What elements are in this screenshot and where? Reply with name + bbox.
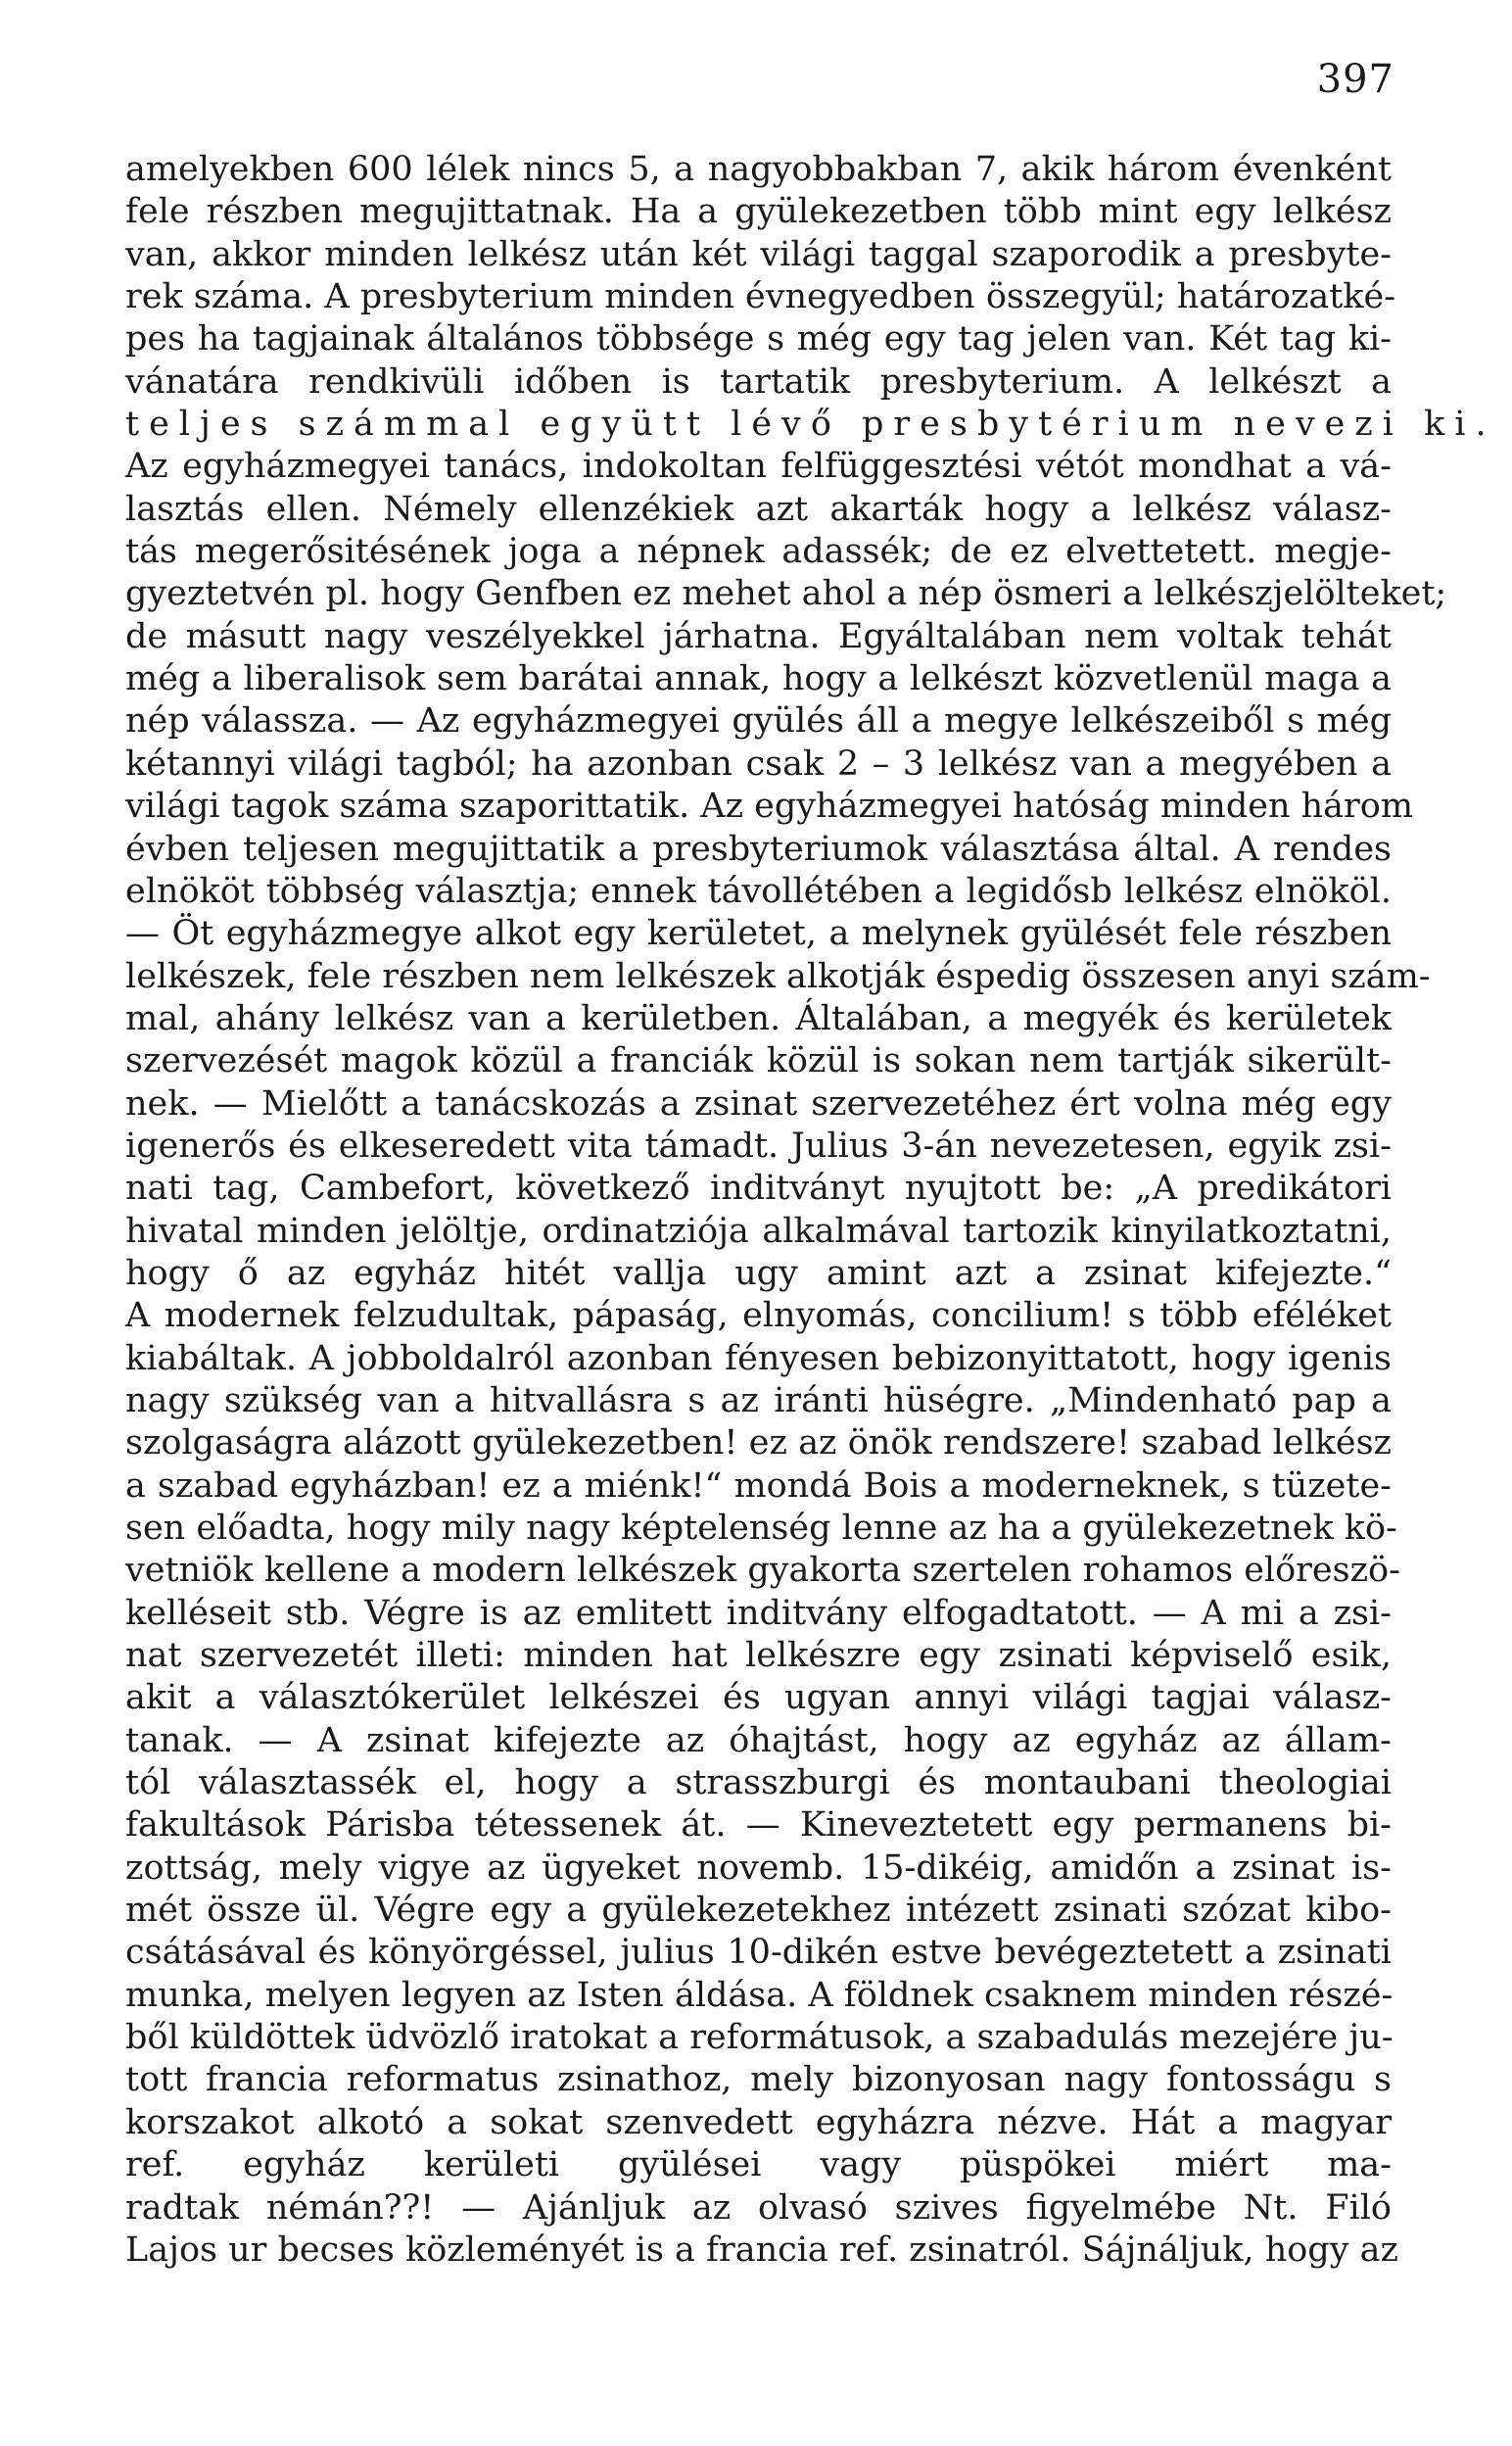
text-line: A modernek felzudultak, pápaság, elnyomás, concilium! s több eféléket xyxy=(125,1296,1392,1336)
text-line: pes ha tagjainak általános többsége s még egy tag jelen van. Két tag ki- xyxy=(125,319,1392,360)
text-line: fele részben megujittatnak. Ha a gyülekezetben több mint egy lelkész xyxy=(125,192,1392,232)
text-line: nati tag, Cambefort, következő inditványt nyujtott be: „A predikátori xyxy=(125,1169,1392,1209)
text-line: vánatára rendkivüli időben is tartatik presbyterium. A lelkészt a xyxy=(125,361,1392,402)
text-line: zottság, mely vigye az ügyeket novemb. 15-dikéig, amidőn a zsinat is- xyxy=(125,1847,1392,1888)
text-line: fakultások Párisba tétessenek át. — Kineveztetett egy permanens bi- xyxy=(125,1805,1392,1846)
text-line: de másutt nagy veszélyekkel járhatna. Egyáltalában nem voltak tehát xyxy=(125,616,1392,656)
text-line: nép válassza. — Az egyházmegyei gyülés áll a megye lelkészeiből s még xyxy=(125,701,1392,742)
text-line: sen előadta, hogy mily nagy képtelenség lenne az ha a gyülekezetnek kö- xyxy=(125,1509,1397,1548)
text-line: nek. — Mielőtt a tanácskozás a zsinat szervezetéhez ért volna még egy xyxy=(125,1083,1392,1124)
text-line: van, akkor minden lelkész után két világi taggal szaporodik a presbyte- xyxy=(125,234,1392,274)
text-line: korszakot alkotó a sokat szenvedett egyházra nézve. Hát a magyar xyxy=(125,2102,1392,2142)
text-line: vetniök kellene a modern lelkészek gyakorta szertelen rohamos előreszö- xyxy=(125,1551,1400,1591)
text-line: igenerős és elkeseredett vita támadt. Julius 3-án nevezetesen, egyik zsi- xyxy=(125,1126,1392,1166)
text-line: csátásával és könyörgéssel, julius 10-dikén estve bevégeztetett a zsinati xyxy=(125,1933,1392,1973)
text-line: kétannyi világi tagból; ha azonban csak 2 – 3 lelkész van a megyében a xyxy=(125,743,1392,784)
text-line: még a liberalisok sem barátai annak, hogy a lelkészt közvetlenül maga a xyxy=(125,659,1392,699)
text-line: hogy ő az egyház hitét vallja ugy amint azt a zsinat kifejezte.“ xyxy=(125,1253,1392,1293)
text-line: évben teljesen megujittatik a presbyteriumok választása által. A rendes xyxy=(125,829,1392,869)
text-line: tás megerősitésének joga a népnek adassék; de ez elvettetett. megje- xyxy=(125,532,1392,572)
body-text xyxy=(125,149,1496,2272)
text-line: nagy szükség van a hitvallásra s az iránti hüségre. „Mindenható pap a xyxy=(125,1380,1392,1420)
text-line: ből küldöttek üdvözlő iratokat a reformátusok, a szabadulás mezejére ju- xyxy=(125,2018,1394,2058)
text-line: Az egyházmegyei tanács, indokoltan felfüggesztési vétót mondhat a vá- xyxy=(125,447,1392,487)
text-line: mét össze ül. Végre egy a gyülekezetekhez intézett zsinati szózat kibo- xyxy=(125,1891,1392,1931)
text-line: elnököt többség választja; ennek távollétében a legidősb lelkész elnököl. xyxy=(125,871,1392,911)
text-line: tott francia reformatus zsinathoz, mely bizonyosan nagy fontosságu s xyxy=(125,2060,1392,2100)
text-line: Lajos ur becses közleményét is a francia ref. zsinatról. Sájnáljuk, hogy az xyxy=(125,2230,1398,2270)
text-line: szolgaságra alázott gyülekezetben! ez az önök rendszere! szabad lelkész xyxy=(125,1423,1392,1463)
text-line: lelkészek, fele részben nem lelkészek alkotják éspedig összesen anyi szám- xyxy=(125,956,1431,996)
text-line: — Öt egyházmegye alkot egy kerületet, a melynek gyülését fele részben xyxy=(125,914,1392,954)
text-line: nat szervezetét illeti: minden hat lelkészre egy zsinati képviselő esik, xyxy=(125,1636,1392,1676)
page-number: 397 xyxy=(1316,57,1394,102)
text-line: munka, melyen legyen az Isten áldása. A földnek csaknem minden részé- xyxy=(125,1975,1394,2015)
text-line: szervezését magok közül a franciák közül is sokan nem tartják sikerült- xyxy=(125,1041,1392,1081)
text-line: hivatal minden jelöltje, ordinatziója alkalmával tartozik kinyilatkoztatni, xyxy=(125,1211,1392,1251)
text-line: ref. egyház kerületi gyülései vagy püspökei miért ma- xyxy=(125,2145,1392,2185)
text-line: mal, ahány lelkész van a kerületben. Általában, a megyék és kerületek xyxy=(125,998,1392,1038)
text-line: amelyekben 600 lélek nincs 5, a nagyobbakban 7, akik három évenként xyxy=(125,150,1392,189)
text-line: kelléseit stb. Végre is az emlitett inditvány elfogadtatott. — A mi a zsi- xyxy=(125,1593,1392,1633)
text-line: rek száma. A presbyterium minden évnegyedben összegyül; határozatké- xyxy=(125,277,1396,317)
text-line: kiabáltak. A jobboldalról azonban fényesen bebizonyittatott, hogy igenis xyxy=(125,1338,1392,1378)
text-line: tanak. — A zsinat kifejezte az óhajtást, hogy az egyház az állam- xyxy=(125,1720,1392,1760)
text-line: radtak némán??! — Ajánljuk az olvasó szives figyelmébe Nt. Filó xyxy=(125,2187,1392,2228)
text-line: lasztás ellen. Némely ellenzékiek azt akarták hogy a lelkész válasz- xyxy=(125,489,1392,529)
text-line: a szabad egyházban! ez a miénk!“ mondá Bois a moderneknek, s tüzete- xyxy=(125,1465,1392,1506)
text-line: teljes számmal együtt lévő presbytérium nevezi ki. xyxy=(125,405,1496,445)
text-line: világi tagok száma szaporittatik. Az egyházmegyei hatóság minden három xyxy=(125,787,1414,827)
text-line: akit a választókerület lelkészei és ugyan annyi világi tagjai válasz- xyxy=(125,1678,1392,1718)
text-line: tól választassék el, hogy a strasszburgi és montaubani theologiai xyxy=(125,1763,1392,1803)
text-line: gyeztetvén pl. hogy Genfben ez mehet ahol a nép ösmeri a lelkészjelölteket; xyxy=(125,574,1447,614)
